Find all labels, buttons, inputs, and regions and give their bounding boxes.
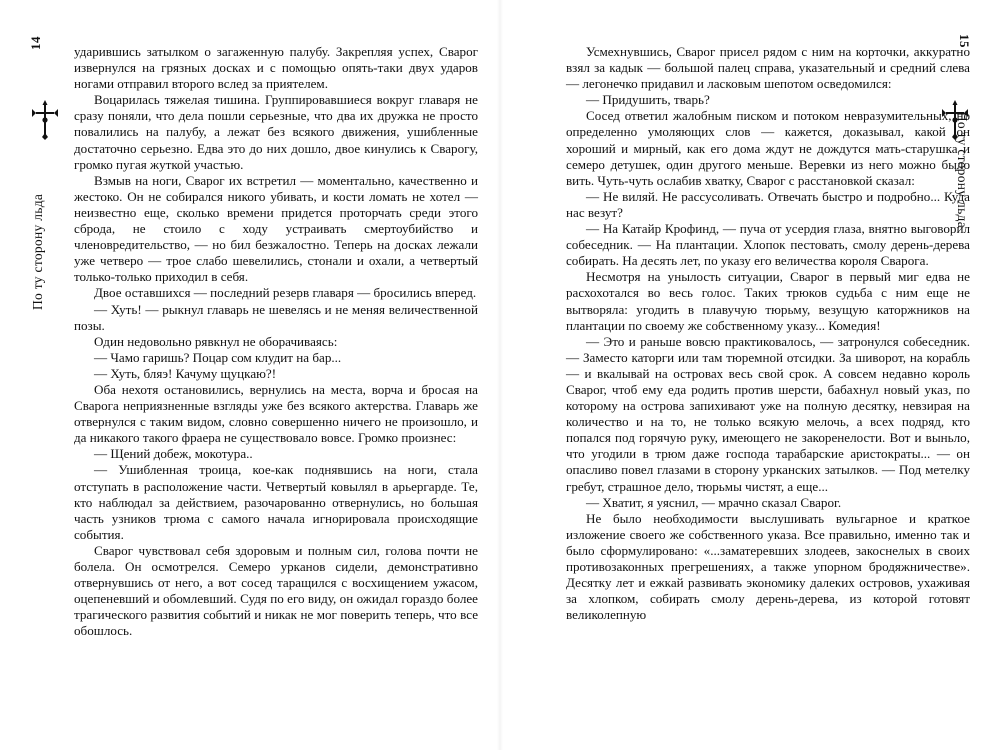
- paragraph: — Это и раньше вовсю практиковалось, — затронулся собеседник. — Заместо каторги или там тюремной отсидки. За шиворот, на корабль — и вкалывай на островах весь свой срок. А совсем недавно король Сварог, чтоб ему еда родить против шерсти, бабахнул новый указ, по которому на острова запихивают уже на полную десятку, невзирая на количество и на то, не только всякую мелочь, а всех подряд, кто попался под горячую руку, имеющего не закоренелости. Вот и выньло, что угодили в трюм даже господа тарабарские аристократы... — он опасливо повел глазами в сторону урканских затылков. — Под метелку гребут, страшное дело, тюрьмы чистят, а еще...: [566, 333, 970, 494]
- paragraph: — Чамо гаришь? Поцар сом клудит на бар...: [94, 349, 342, 365]
- page-right-text: [566, 44, 970, 623]
- paragraph: Один недовольно рявкнул не оборачиваясь:: [94, 333, 338, 349]
- paragraph: Взмыв на ноги, Сварог их встретил — моментально, качественно и жестоко. Он не собирался никого убивать, и кости ломать не хотел — неизвестно еще, сколько времени придется проторчать среди этого сброда, не стоило с ходу устраивать смертоубийство и членовредительство, — но бил безжалостно. Теперь на досках лежали уже четверо — трое слабо шевелились, стонали и охали, а четвертый только-только приходил в себя.: [74, 172, 478, 285]
- paragraph: Сварог чувствовал себя здоровым и полным сил, голова почти не болела. Он осмотрелся. Семеро урканов сидели, демонстративно отвернувшись от него, а вот сосед таращился с восхищением ужасом, оцепеневший и обомлевший. Судя по его виду, он ожидал гораздо более трагического развития событий и никак не мог поверить теперь, что все обошлось.: [74, 542, 478, 639]
- paragraph: — Придушить, тварь?: [586, 92, 710, 108]
- paragraph: Оба нехотя остановились, вернулись на места, ворча и бросая на Сварога неприязненные взгляды уже без всякого актерства. Главарь же отвернулся с таким видом, словно совершенно ничего не произошло, и да никакого такого фраера не существовало вовсе. Громко произнес:: [74, 381, 478, 446]
- paragraph: — Хуть, бляэ! Качуму щуцкаю?!: [94, 365, 277, 381]
- paragraph: — Хватит, я уяснил, — мрачно сказал Сварог.: [586, 494, 842, 510]
- page-left-text: [74, 44, 478, 639]
- running-head-right: По ту сторону льда: [955, 111, 970, 228]
- page-number-left: 14: [28, 36, 43, 50]
- paragraph: — На Катайр Крофинд, — пуча от усердия глаза, внятно выговорил собеседник. — На плантации. Хлопок пестовать, смолу дерень-дерева собирать. На десять лет, по указу его величества короля Сварога.: [566, 221, 970, 269]
- running-head-left: По ту сторону льда: [30, 193, 45, 310]
- page-number-right: 15: [957, 34, 972, 48]
- left-margin-column: [18, 0, 64, 750]
- paragraph: Усмехнувшись, Сварог присел рядом с ним на корточки, аккуратно взял за кадык — большой палец справа, указательный и средний слева — легонечко придавил и ласковым шепотом осведомился:: [566, 44, 970, 92]
- dagger-ornament-icon: [32, 100, 58, 140]
- paragraph: Не было необходимости выслушивать вульгарное и краткое изложение своего же собственного указа. Все правильно, именно так и было сформулировано: «...заматеревших злодеев, закоснелых в своих противозаконных прегрешениях, а также упорном бродяжничестве». Десятку лет и ежкай развивать экономику далеких островов, ухаживая за хлопком, собирать смолу дерень-дерева, из которой готовят великолепную: [566, 510, 970, 623]
- paragraph: — Ушибленная троица, кое-как поднявшись на ноги, стала отступать в расположение части. Четвертый ковылял в арьергарде. Те, кто наблюдал за действием, разочарованно отвернулись, но большая часть узников трюма с самого начала игнорировала происходящие события.: [74, 462, 478, 542]
- paragraph: — Не виляй. Не рассусоливать. Отвечать быстро и подробно... Куда нас везут?: [566, 188, 970, 220]
- page-right: [500, 0, 1000, 750]
- paragraph: Сосед ответил жалобным писком и потоком невразумительных, но определенно умоляющих слов — кажется, доказывал, какой он хороший и мирный, как его дома ждут не дождутся мать-старушка и семеро детушек, один другого меньше. Веревки из него можно было вить. Чуть-чуть ослабив хватку, Сварог с расстановкой сказал:: [566, 108, 970, 188]
- paragraph: Двое оставшихся — последний резерв главаря — бросились вперед.: [94, 285, 477, 301]
- paragraph: Несмотря на унылость ситуации, Сварог в первый миг едва не расхохотался во весь голос. Таких трюков судьба с ним еще не вытворяла: угодить в плавучую тюрьму, везущую каторжников на плантации по своему же собственному указу... Комедия!: [566, 269, 970, 333]
- paragraph: — Щений добеж, мокотура..: [94, 446, 253, 462]
- paragraph: ударившись затылком о загаженную палубу. Закрепляя успех, Сварог извернулся на грязных досках и с помощью опять-таки двух ударов ногами отправил второго вслед за приятелем.: [74, 44, 478, 92]
- paragraph: — Хуть! — рыкнул главарь не шевелясь и не меняя величественной позы.: [74, 301, 478, 333]
- paragraph: Воцарилась тяжелая тишина. Группировавшиеся вокруг главаря не сразу поняли, что дела пошли серьезные, что два их дружка не просто повалились на палубу, а лежат без всякого движения, ушибленные достаточно серьезно. Едва это до них дошло, двое кинулись к Сварогу, громко пугая жуткой участью.: [74, 92, 478, 172]
